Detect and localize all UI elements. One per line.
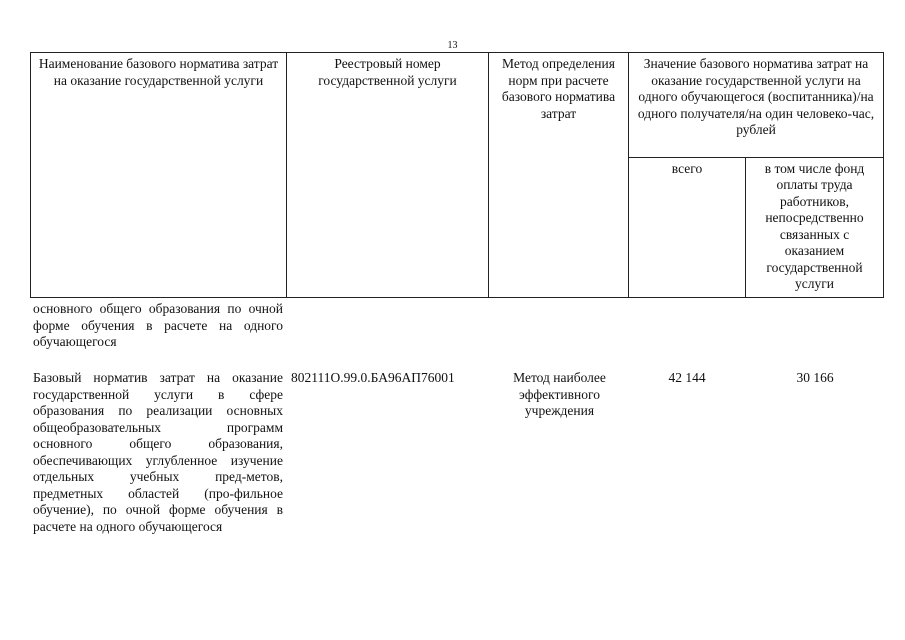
header-method: Метод определения норм при расчете базового норматива затрат: [489, 53, 629, 298]
row-name-continuation: основного общего образования по очной форме обучения в расчете на одного обучающегося: [33, 301, 283, 349]
header-total: всего: [629, 157, 746, 297]
row-total-value: 42 144: [668, 370, 706, 385]
header-registry-number: Реестровый номер государственной услуги: [287, 53, 489, 298]
header-norm-value: Значение базового норматива затрат на оказание государственной услуги на одного обучающегося (воспитанника)/на одного получателя/на один человеко-час, рублей: [629, 53, 884, 158]
norm-table-header: [30, 52, 884, 298]
row-registry-number: 802111О.99.0.БА96АП76001: [291, 370, 455, 385]
header-service-name: Наименование базового норматива затрат на оказание государственной услуги: [31, 53, 287, 298]
row-service-name: Базовый норматив затрат на оказание государственной услуги в сфере образования по реализации основных общеобразовательных программ основного общего образования, обеспечивающих углубленное изучение отдельных учебных пред-метов, предметных областей (про-фильное обучение), по очной форме обучения в расчете на одного обучающегося: [33, 370, 283, 534]
row-wage-fund-value: 30 166: [796, 370, 834, 385]
row-method: Метод наиболее эффективного учреждения: [513, 370, 606, 418]
page-number: 13: [447, 40, 458, 51]
header-wage-fund: в том числе фонд оплаты труда работников, непосредственно связанных с оказанием государственной услуги: [746, 157, 884, 297]
